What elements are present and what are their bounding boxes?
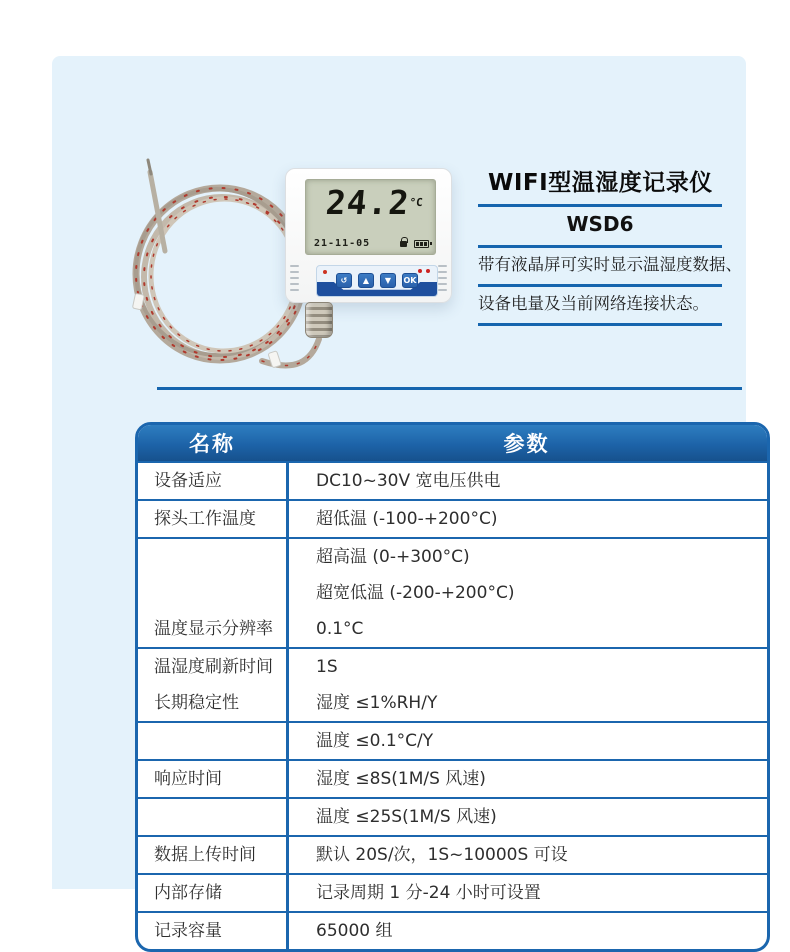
table-row: 温度 ≤0.1°C/Y (138, 721, 767, 759)
product-title: WIFI型温湿度记录仪 (488, 170, 713, 196)
table-row: 记录容量 65000 组 (138, 911, 767, 949)
back-button-icon: ↺ (336, 273, 352, 288)
content-panel (52, 56, 746, 941)
rule-line (478, 323, 722, 326)
cable-gland (305, 302, 333, 338)
rule-line (478, 284, 722, 287)
up-button-icon: ▲ (358, 273, 374, 288)
lock-icon (400, 241, 407, 247)
header-name: 名称 (189, 432, 235, 456)
header-param: 参数 (503, 432, 550, 456)
product-model: WSD6 (566, 212, 634, 236)
table-row: 内部存储 记录周期 1 分-24 小时可设置 (138, 873, 767, 911)
lcd-date: 21-11-05 (314, 238, 371, 249)
table-row: 响应时间 湿度 ≤8S(1M/S 风速) (138, 759, 767, 797)
table-header (138, 425, 767, 463)
battery-icon (414, 240, 429, 248)
device-control-panel (316, 265, 438, 297)
device-image (285, 168, 452, 303)
table-row: 设备适应 DC10~30V 宽电压供电 (138, 463, 767, 499)
section-divider (157, 387, 742, 390)
device-lcd (305, 179, 436, 255)
rule-line (478, 204, 722, 207)
vent-grille-right (438, 265, 447, 291)
spec-table (135, 422, 770, 952)
ok-button-icon: OK (402, 273, 418, 288)
product-hero (52, 56, 790, 386)
lcd-temperature: $24.2^{^\circ C}$ (324, 183, 424, 222)
table-row: 数据上传时间 默认 20S/次，1S~10000S 可设 (138, 835, 767, 873)
lcd-unit: °C (409, 196, 424, 209)
rule-line (478, 245, 722, 248)
product-description-line2: 设备电量及当前网络连接状态。 (478, 294, 709, 313)
vent-grille-left (290, 265, 299, 291)
table-row: 温度显示分辨率 超高温 (0-+300°C) 超宽低温 (-200-+200°C) 0.1°C (138, 537, 767, 647)
table-row: 温湿度刷新时间 长期稳定性 1S 湿度 ≤1%RH/Y (138, 647, 767, 721)
table-row: 探头工作温度 超低温 (-100-+200°C) (138, 499, 767, 537)
table-row: 温度 ≤25S(1M/S 风速) (138, 797, 767, 835)
title-block (478, 168, 742, 326)
product-description-line1: 带有液晶屏可实时显示温湿度数据、 (478, 255, 742, 274)
down-button-icon: ▼ (380, 273, 396, 288)
